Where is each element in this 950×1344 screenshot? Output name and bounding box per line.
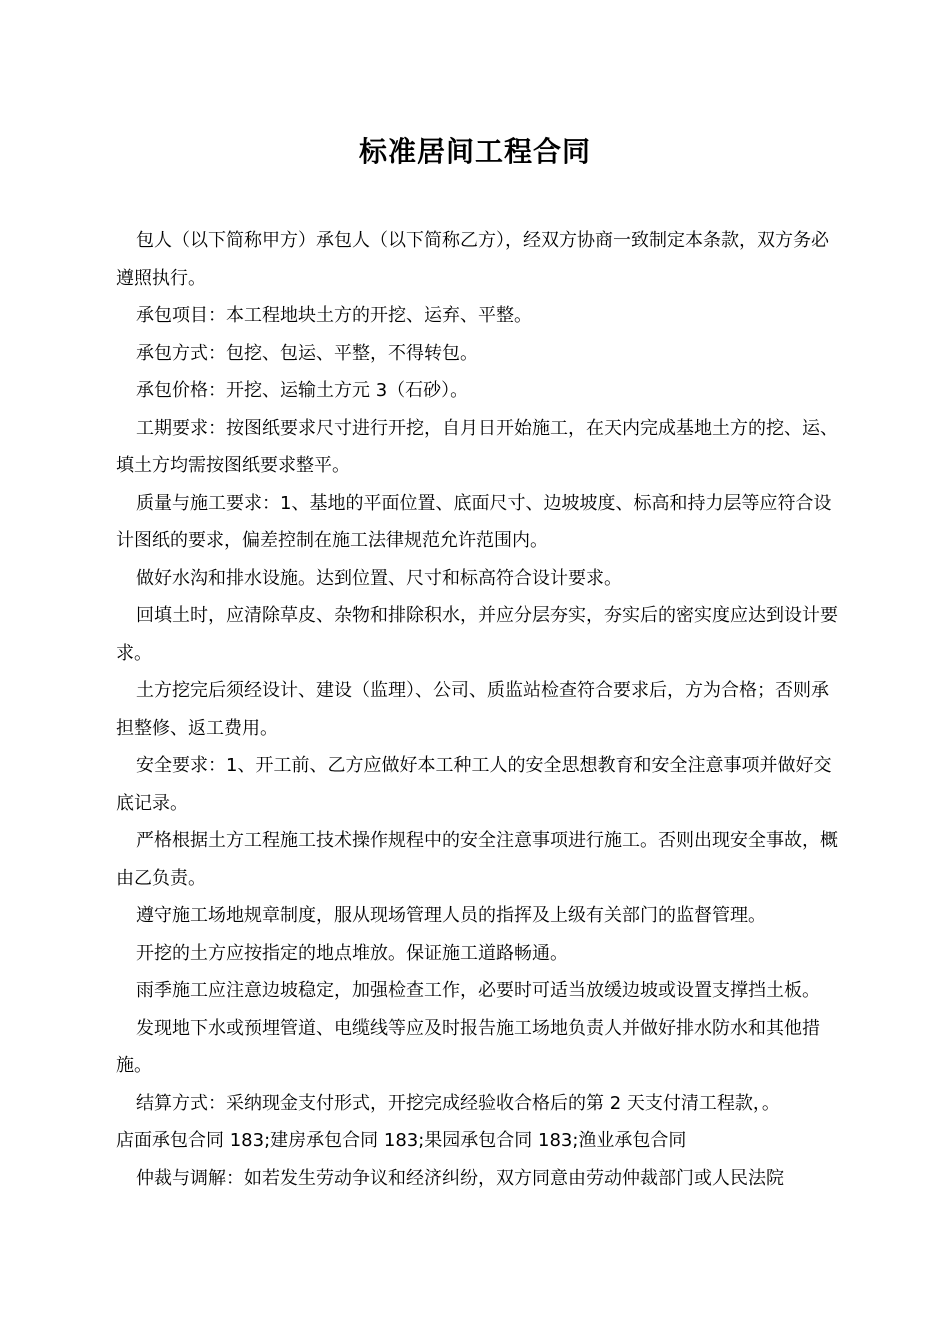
paragraph-backfill: 回填土时，应清除草皮、杂物和排除积水，并应分层夯实，夯实后的密实度应达到设计要求。: [116, 605, 838, 664]
paragraph-site-rules: 遵守施工场地规章制度，服从现场管理人员的指挥及上级有关部门的监督管理。: [136, 905, 766, 926]
paragraph-method: 承包方式：包挖、包运、平整，不得转包。: [136, 342, 478, 364]
paragraph-arbitration: 仲裁与调解：如若发生劳动争议和经济纠纷，双方同意由劳动仲裁部门或人民法院: [136, 1167, 784, 1189]
paragraph-project: 承包项目：本工程地块土方的开挖、运弃、平整。: [136, 305, 532, 326]
paragraph-underground: 发现地下水或预埋管道、电缆线等应及时报告施工场地负责人并做好排水防水和其他措施。: [116, 1017, 820, 1076]
paragraph-settlement: 结算方式：采纳现金支付形式，开挖完成经验收合格后的第 2 天支付清工程款，。: [136, 1092, 780, 1114]
paragraph-safety-rules: 严格根据土方工程施工技术操作规程中的安全注意事项进行施工。否则出现安全事故，概由乙负责。: [116, 830, 838, 889]
paragraph-inspection: 土方挖完后须经设计、建设（监理）、公司、质监站检查符合要求后，方为合格；否则承担整修、返工费用。: [116, 680, 829, 739]
paragraph-drainage: 做好水沟和排水设施。达到位置、尺寸和标高符合设计要求。: [136, 567, 622, 589]
paragraph-parties: 包人（以下简称甲方）承包人（以下简称乙方），经双方协商一致制定本条款，双方务必遵照执行。: [116, 230, 829, 289]
paragraph-stockpile: 开挖的土方应按指定的地点堆放。保证施工道路畅通。: [136, 942, 568, 964]
paragraph-price: 承包价格：开挖、运输土方元 3（石砂）。: [136, 380, 469, 401]
document-body: [116, 222, 840, 1197]
paragraph-safety: 安全要求：1、开工前、乙方应做好本工种工人的安全思想教育和安全注意事项并做好交底记录。: [116, 755, 832, 814]
paragraph-related-contracts: 店面承包合同 183;建房承包合同 183;果园承包合同 183;渔业承包合同: [116, 1130, 687, 1151]
paragraph-schedule: 工期要求：按图纸要求尺寸进行开挖，自月日开始施工，在天内完成基地土方的挖、运、填土方均需按图纸要求整平。: [116, 417, 838, 476]
document-title: 标准居间工程合同: [358, 135, 591, 168]
paragraph-quality: 质量与施工要求：1、基地的平面位置、底面尺寸、边坡坡度、标高和持力层等应符合设计图纸的要求，偏差控制在施工法律规范允许范围内。: [116, 492, 832, 551]
paragraph-rainy-season: 雨季施工应注意边坡稳定，加强检查工作，必要时可适当放缓边坡或设置支撑挡土板。: [136, 980, 820, 1001]
